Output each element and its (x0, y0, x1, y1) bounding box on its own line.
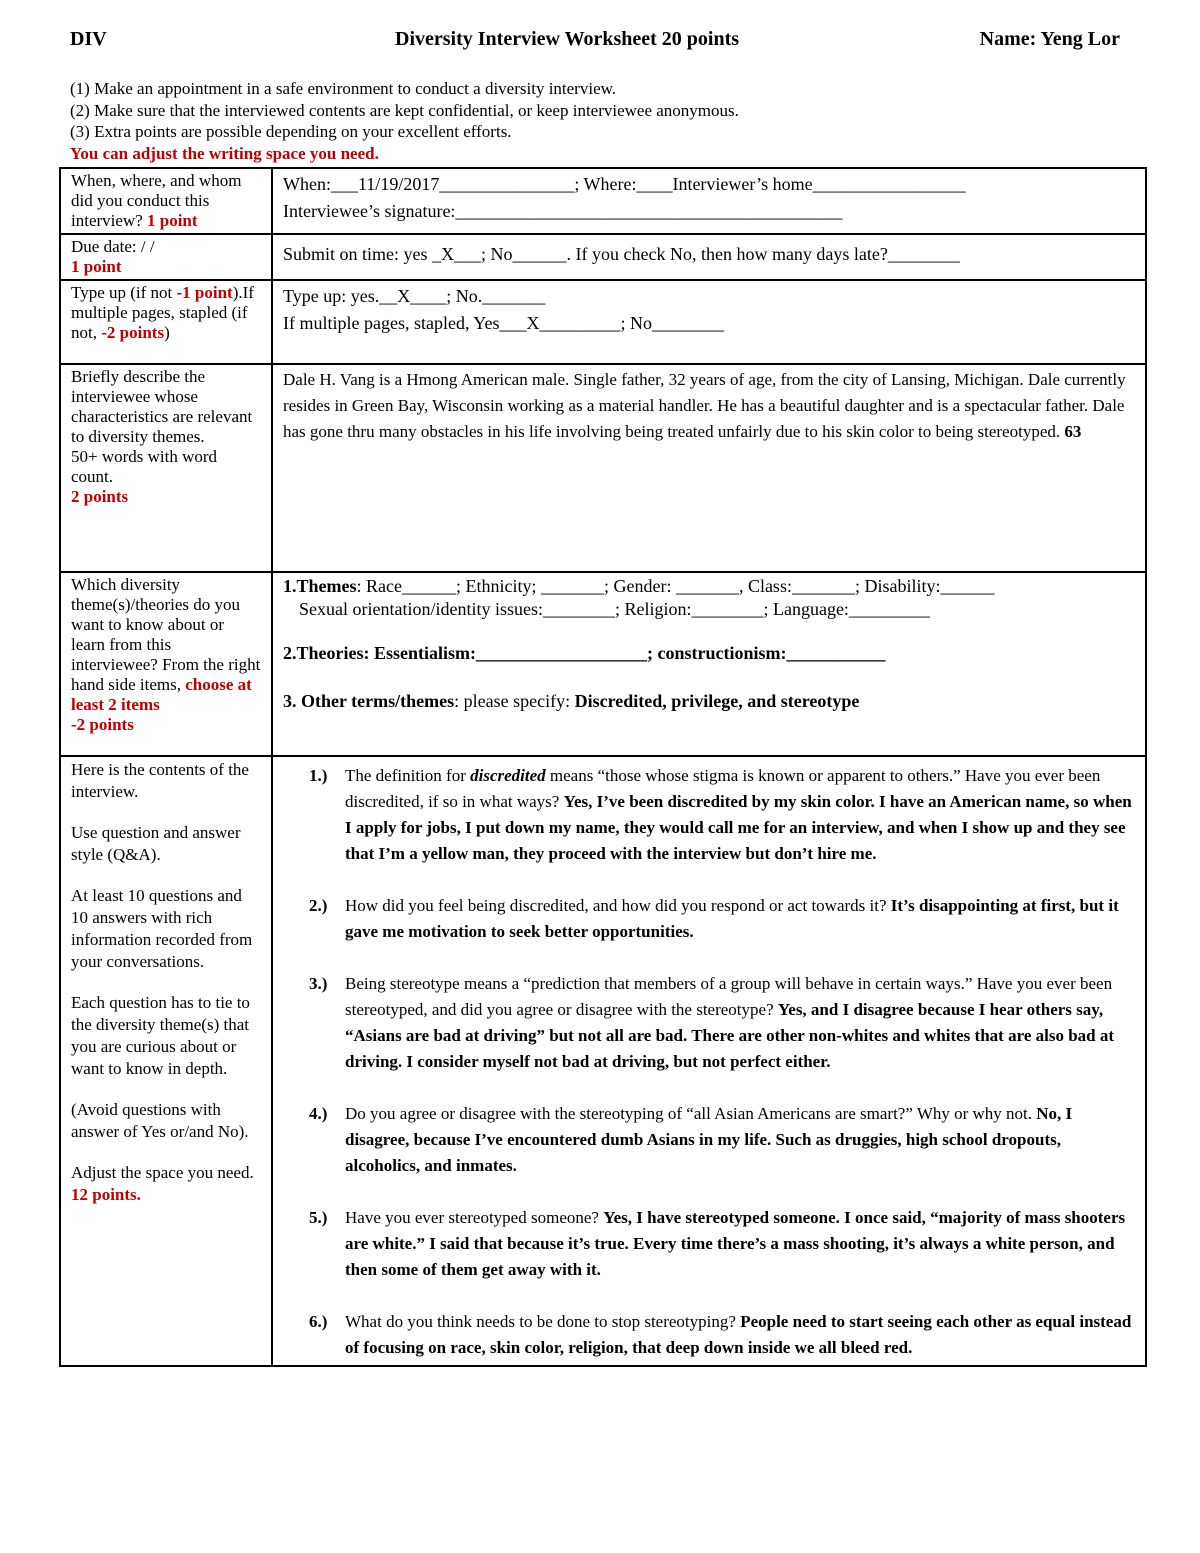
theories-line: 2.Theories: Essentialism:___________________; constructionism:___________ (283, 643, 886, 663)
due-points: 1 point (71, 257, 122, 276)
instruction-2: (2) Make sure that the interviewed contents are kept confidential, or keep interviewee anonymous. (70, 100, 739, 120)
describe-label-2: 50+ words with word count. (71, 447, 218, 486)
row-typeup (60, 280, 1146, 364)
question-text: The definition for (345, 766, 471, 785)
qa-points: 12 points. (71, 1185, 141, 1204)
row-describe (60, 364, 1146, 572)
question-text: Have you ever stereotyped someone? (345, 1208, 604, 1227)
answer-text: Yes, and I disagree because I hear others say, “Asians are bad at driving” but not all are bad. There are other non-whites and whites that are also bad at driving. I consider myself not bad at driving, but not perfect either. (345, 1000, 1115, 1071)
qa-answer-cell (272, 756, 1146, 1366)
question-text: How did you feel being discredited, and how did you respond or act towards it? (345, 896, 891, 915)
page-header (70, 28, 1120, 58)
themes-options-2: Sexual orientation/identity issues:________; Religion:________; Language:_________ (299, 599, 930, 619)
qa-list (283, 763, 1135, 1361)
qa-number: 3.) (309, 974, 328, 993)
qa-label-1: Here is the contents of the interview. (71, 760, 249, 801)
row-due (60, 234, 1146, 280)
when-points: 1 point (147, 211, 198, 230)
due-answer-cell (272, 234, 1146, 280)
signature-line: Interviewee’s signature:___________________________________________ (283, 201, 843, 221)
themes-options: : Race______; Ethnicity; _______; Gender: _______, Class:_______; Disability:______ (356, 576, 995, 596)
qa-item (283, 1309, 1135, 1361)
when-label-cell (60, 168, 272, 234)
qa-label-4: Each question has to tie to the diversity theme(s) that you are curious about or want to know in depth. (71, 993, 250, 1078)
typeup-points-a: -1 point (176, 283, 233, 302)
qa-label-5: (Avoid questions with answer of Yes or/and No). (71, 1100, 249, 1141)
qa-number: 2.) (309, 896, 328, 915)
themes-points: -2 points (71, 715, 134, 734)
qa-label-2: Use question and answer style (Q&A). (71, 823, 241, 864)
themes-answer-cell (272, 572, 1146, 756)
instructions (70, 78, 1130, 164)
typeup-label-cell (60, 280, 272, 364)
answer-text: It’s disappointing at first, but it gave me motivation to seek better opportunities. (345, 896, 1119, 941)
answer-text: Yes, I’ve been discredited by my skin color. I have an American name, so when I apply for jobs, I put down my name, they would call me for an interview, and when I show up and they see that I’m a yellow man, they proceed with the interview but don’t hire me. (345, 792, 1132, 863)
themes-choose: choose at least 2 items (71, 675, 252, 714)
qa-item (283, 1101, 1135, 1179)
question-text: Being stereotype means a “prediction that members of a group will behave in certain ways.” Have you ever been stereotyped, and did you agree or disagree with the stereotype? (345, 974, 1113, 1019)
instruction-note: You can adjust the writing space you need. (70, 143, 379, 163)
answer-text: People need to start seeing each other as equal instead of focusing on race, skin color, religion, that deep down inside we all bleed red. (345, 1312, 1132, 1357)
other-terms-answer: Discredited, privilege, and stereotype (574, 691, 860, 711)
qa-number: 5.) (309, 1208, 328, 1227)
row-when (60, 168, 1146, 234)
question-text: Do you agree or disagree with the stereotyping of “all Asian Americans are smart?” Why or why not. (345, 1104, 1037, 1123)
describe-label: Briefly describe the interviewee whose characteristics are relevant to diversity themes. (71, 367, 253, 446)
student-name: Name: Yeng Lor (979, 28, 1120, 50)
answer-text: Yes, I have stereotyped someone. I once said, “majority of mass shooters are white.” I said that because it’s true. Every time there’s a mass shooting, it’s always a white person, and then some of them get away with it. (345, 1208, 1126, 1279)
when-answer-cell (272, 168, 1146, 234)
course-code: DIV (70, 28, 107, 50)
typeup-label-b: ).If multiple pages, stapled (if not, (71, 283, 254, 342)
when-label: When, where, and whom did you conduct this interview? (71, 171, 242, 230)
submit-on-time-text: Submit on time: yes _X___; No______. If you check No, then how many days late?________ (283, 244, 960, 264)
describe-label-cell (60, 364, 272, 572)
describe-points: 2 points (71, 487, 129, 506)
row-themes (60, 572, 1146, 756)
themes-label: Which diversity theme(s)/theories do you want to know about or learn from this interviewee? From the right hand side items, (71, 575, 261, 694)
other-terms-heading: 3. Other terms/themes (283, 691, 455, 711)
instruction-3: (3) Extra points are possible depending on your excellent efforts. (70, 122, 512, 141)
qa-item (283, 893, 1135, 945)
interviewee-description: Dale H. Vang is a Hmong American male. Single father, 32 years of age, from the city of Lansing, Michigan. Dale currently resides in Green Bay, Wisconsin working as a material handler. He has a beautiful daughter and is a spectacular father. Dale has gone thru many obstacles in his life involving being treated unfairly due to his skin color to being stereotyped. (283, 370, 1126, 441)
qa-label-cell (60, 756, 272, 1366)
qa-number: 1.) (309, 766, 328, 785)
typeup-answer-cell (272, 280, 1146, 364)
describe-answer-cell (272, 364, 1146, 572)
question-emphasis: discredited (470, 766, 546, 785)
qa-label-3: At least 10 questions and 10 answers with rich information recorded from your conversations. (71, 886, 253, 971)
due-label: Due date: / / (71, 237, 155, 256)
qa-item (283, 971, 1135, 1075)
when-where-text: When:___11/19/2017_______________; Where:____Interviewer’s home_________________ (283, 174, 966, 194)
typeup-line: Type up: yes.__X____; No._______ (283, 286, 546, 306)
qa-item (283, 763, 1135, 867)
question-text: What do you think needs to be done to stop stereotyping? (345, 1312, 741, 1331)
themes-heading: 1.Themes (283, 576, 357, 596)
answer-text: No, I disagree, because I’ve encountered dumb Asians in my life. Such as druggies, high school dropouts, alcoholics, and inmates. (345, 1104, 1073, 1175)
qa-number: 4.) (309, 1104, 328, 1123)
stapled-line: If multiple pages, stapled, Yes___X_________; No________ (283, 313, 724, 333)
qa-label-6: Adjust the space you need. (71, 1163, 254, 1182)
qa-number: 6.) (309, 1312, 328, 1331)
qa-item (283, 1205, 1135, 1283)
worksheet-title: Diversity Interview Worksheet 20 points (395, 28, 740, 50)
typeup-label-c: ) (164, 323, 170, 342)
question-text-cont: means “those whose stigma is known or apparent to others.” Have you ever been discredited, if so in what ways? (345, 766, 1101, 811)
row-qa (60, 756, 1146, 1366)
word-count: 63 (1064, 422, 1082, 441)
worksheet-table (59, 167, 1147, 1367)
instruction-1: (1) Make an appointment in a safe environment to conduct a diversity interview. (70, 79, 617, 98)
themes-label-cell (60, 572, 272, 756)
typeup-points-b: -2 points (101, 323, 165, 342)
due-label-cell (60, 234, 272, 280)
other-terms-prompt: : please specify: (454, 691, 575, 711)
typeup-label-a: Type up (if not (71, 283, 177, 302)
